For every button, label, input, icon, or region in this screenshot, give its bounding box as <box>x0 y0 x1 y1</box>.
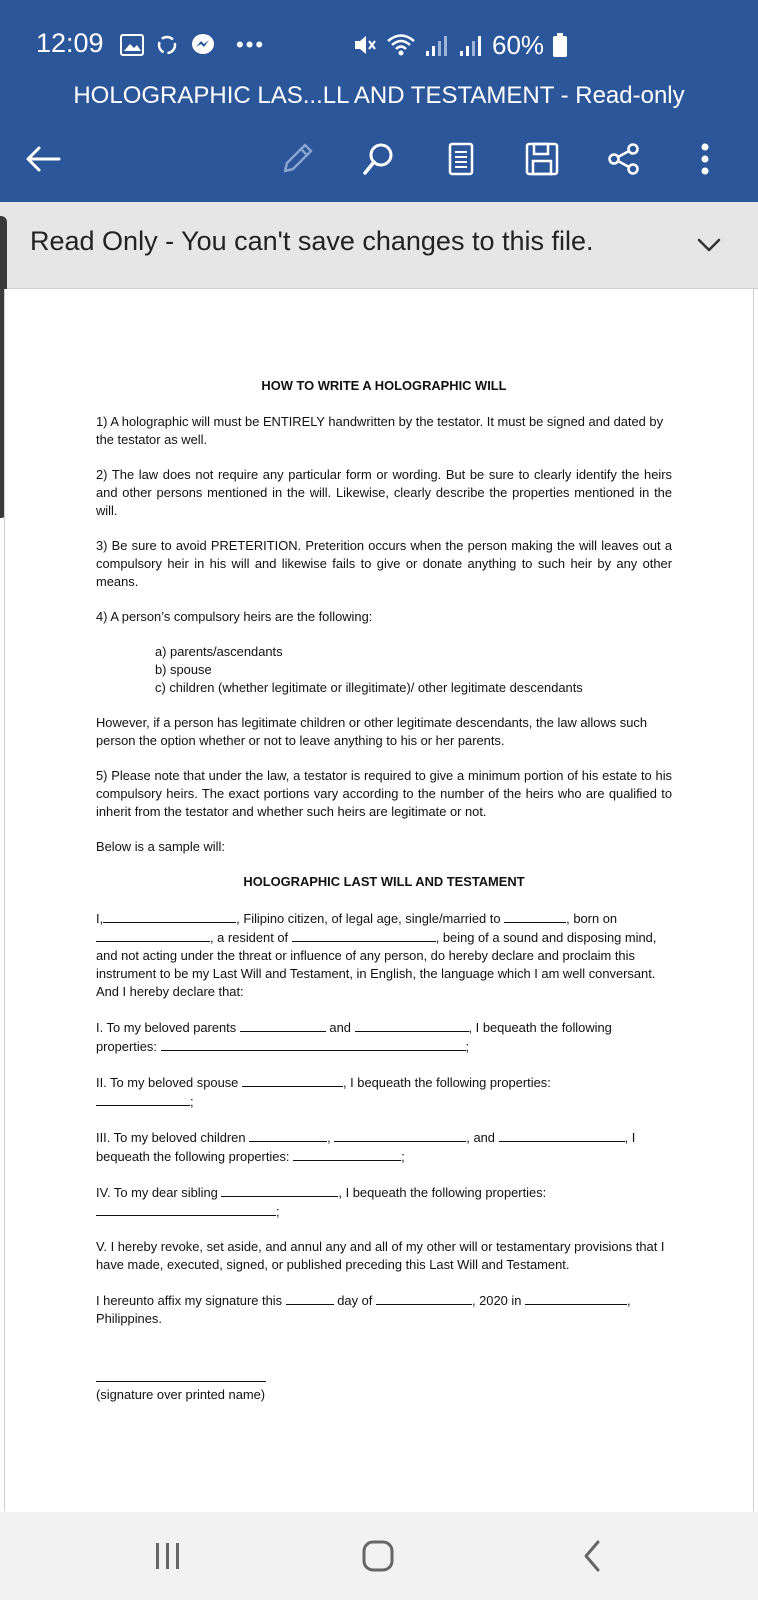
blank-line <box>103 909 236 923</box>
text-run: , I bequeath the following properties: <box>96 1020 612 1054</box>
blank-line <box>249 1128 327 1142</box>
text-run: , <box>327 1130 331 1145</box>
will-intro <box>96 909 672 1001</box>
clause-spouse <box>96 1073 672 1111</box>
status-indicators <box>352 28 568 62</box>
text-run: , born on <box>566 911 618 926</box>
text-run: ; <box>276 1204 280 1219</box>
text-run: ; <box>401 1149 405 1164</box>
more-notifications-icon: ••• <box>236 32 266 57</box>
doc-heading: HOW TO WRITE A HOLOGRAPHIC WILL <box>261 378 507 393</box>
text-run: IV. To my dear sibling <box>96 1185 218 1200</box>
will-heading: HOLOGRAPHIC LAST WILL AND TESTAMENT <box>243 874 525 889</box>
text-run: and <box>329 1020 351 1035</box>
blank-line <box>161 1037 466 1051</box>
clause-revocation: V. I hereby revoke, set aside, and annul any and all of my other will or testamentary provisions that I have made, executed, signed, or published preceding this Last Will and Testament. <box>96 1239 665 1272</box>
battery-icon <box>552 32 568 58</box>
blank-line <box>221 1183 338 1197</box>
list-item: b) spouse <box>155 662 212 677</box>
text-run: II. To my beloved spouse <box>96 1075 239 1090</box>
text-run: , I bequeath the following properties: <box>338 1185 547 1200</box>
signature-caption: (signature over printed name) <box>96 1387 266 1402</box>
text-run: , a resident of <box>210 930 289 945</box>
blank-line <box>96 1202 276 1216</box>
toolbar <box>0 130 758 186</box>
status-time: 12:09 <box>36 28 104 58</box>
document-content <box>96 377 672 1404</box>
messenger-icon <box>190 32 216 58</box>
search-icon[interactable] <box>358 138 400 180</box>
doc-paragraph: 4) A person’s compulsory heirs are the following: <box>96 609 373 624</box>
app-bar <box>0 0 758 202</box>
signature-clause <box>96 1291 672 1328</box>
signal-2-icon <box>458 33 484 57</box>
text-run: ; <box>465 1039 470 1054</box>
list-item: c) children (whether legitimate or illegitimate)/ other legitimate descendants <box>155 680 583 695</box>
recent-apps-icon[interactable] <box>144 1532 192 1580</box>
read-only-banner <box>0 202 758 289</box>
doc-paragraph: 2) The law does not require any particular form or wording. But be sure to clearly identify the heirs and other persons mentioned in the will. Likewise, clearly describe the properties mentioned in the will. <box>96 467 672 518</box>
battery-percent: 60% <box>492 29 545 60</box>
doc-paragraph: 5) Please note that under the law, a testator is required to give a minimum portion of his estate to his compulsory heirs. The exact portions vary according to the number of the heirs who are qualified to inherit from the testator and whether such heirs are legitimate or not. <box>96 768 672 819</box>
blank-line <box>96 1092 190 1106</box>
document-page[interactable] <box>4 289 754 1511</box>
read-only-message: Read Only - You can't save changes to this file. <box>30 226 594 256</box>
blank-line <box>504 909 566 923</box>
wifi-icon <box>386 32 416 58</box>
text-run: , being of a sound and disposing mind, and not acting under the threat or influence of any person, do hereby declare and proclaim this instrument to be my Last Will and Testament, in English, the language which I am well conversant. And I hereby declare that: <box>96 930 657 999</box>
clause-parents <box>96 1018 672 1056</box>
text-run: I. To my beloved parents <box>96 1020 237 1035</box>
mute-icon <box>352 32 378 58</box>
blank-line <box>525 1291 627 1305</box>
text-run: , and <box>466 1130 495 1145</box>
text-run: , Filipino citizen, of legal age, single/married to <box>236 911 501 926</box>
sync-icon <box>154 32 180 58</box>
home-icon[interactable] <box>354 1532 402 1580</box>
blank-line <box>240 1018 326 1032</box>
chevron-down-icon[interactable] <box>694 230 724 260</box>
text-run: , 2020 in <box>471 1293 522 1308</box>
text-run: I, <box>96 911 104 926</box>
document-title: HOLOGRAPHIC LAS...LL AND TESTAMENT - Read-only <box>73 82 685 109</box>
blank-line <box>355 1018 469 1032</box>
blank-line <box>293 1147 401 1161</box>
doc-paragraph: 1) A holographic will must be ENTIRELY handwritten by the testator. It must be signed and dated by the testator as well. <box>96 414 664 447</box>
clause-sibling <box>96 1183 672 1221</box>
back-arrow-icon[interactable] <box>22 138 64 180</box>
text-run: I hereunto affix my signature this <box>96 1293 283 1308</box>
signal-1-icon <box>424 33 450 57</box>
doc-paragraph: However, if a person has legitimate children or other legitimate descendants, the law allows such person the option whether or not to leave anything to his or her parents. <box>96 715 648 748</box>
system-nav-bar <box>0 1512 758 1600</box>
heirs-list <box>155 643 672 697</box>
blank-line <box>334 1128 466 1142</box>
blank-line <box>376 1291 472 1305</box>
clause-children <box>96 1128 672 1166</box>
gallery-icon <box>120 34 144 56</box>
blank-line <box>292 928 436 942</box>
text-run: , I bequeath the following properties: <box>96 1130 636 1164</box>
blank-line <box>286 1291 334 1305</box>
doc-paragraph: 3) Be sure to avoid PRETERITION. Preterition occurs when the person making the will leaves out a compulsory heir in his will and likewise fails to give or donate anything to such heir by any other means. <box>96 538 672 589</box>
text-run: ; <box>190 1094 194 1109</box>
blank-line <box>242 1073 343 1087</box>
doc-paragraph: Below is a sample will: <box>96 839 225 854</box>
text-run: day of <box>337 1293 373 1308</box>
text-run: III. To my beloved children <box>96 1130 246 1145</box>
share-icon[interactable] <box>603 138 645 180</box>
signature-line <box>96 1380 266 1382</box>
list-item: a) parents/ascendants <box>155 644 283 659</box>
text-run: , I bequeath the following properties: <box>342 1075 551 1090</box>
blank-line <box>499 1128 625 1142</box>
notification-icons <box>120 30 265 60</box>
more-options-icon[interactable] <box>684 138 726 180</box>
blank-line <box>96 928 210 942</box>
text-run: , Philippines. <box>96 1293 631 1326</box>
reading-view-icon[interactable] <box>440 138 482 180</box>
edit-pencil-icon[interactable] <box>276 138 318 180</box>
save-icon[interactable] <box>521 138 563 180</box>
back-icon[interactable] <box>568 1532 616 1580</box>
